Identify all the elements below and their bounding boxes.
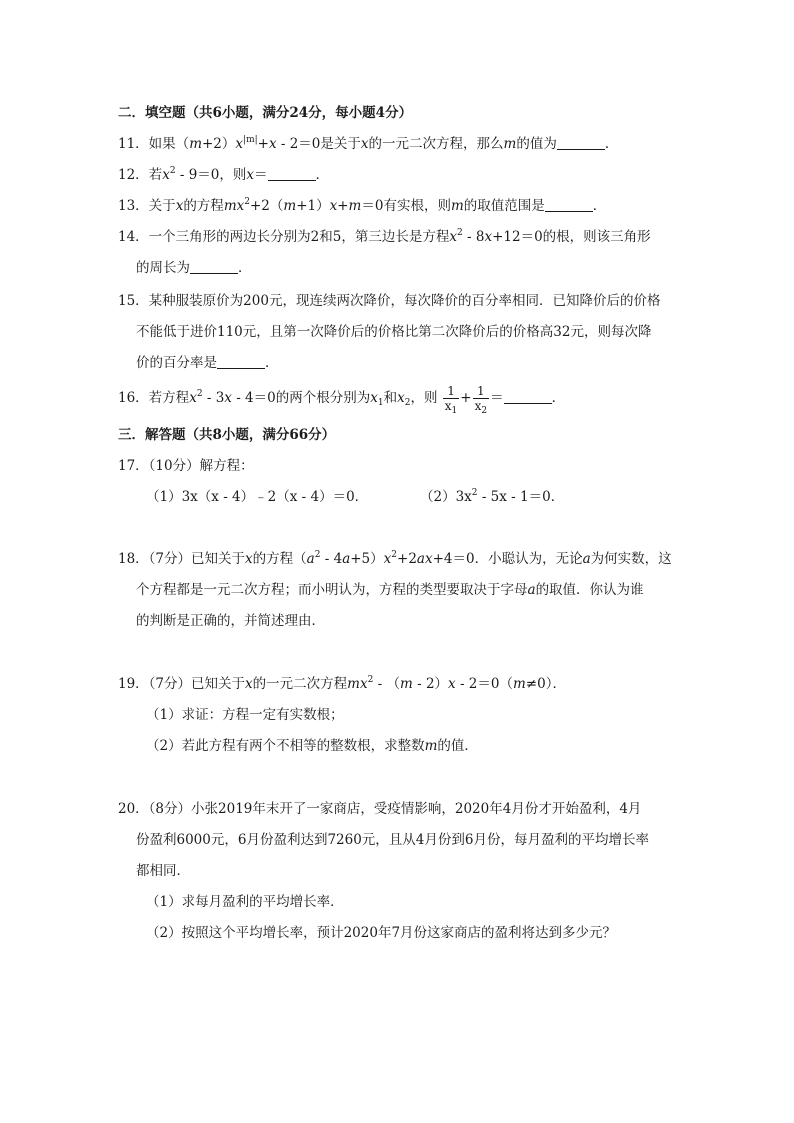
question-20-line-2: 份盈利6000元，6月份盈利达到7260元，且从4月份到6月份，每月盈利的平均增长率 [136,832,649,848]
question-19-part-1: （1）求证：方程一定有实数根； [146,707,344,723]
question-18-line-1: 18．（7分）已知关于x的方程$(a^2 - 4a+5)x^2+2ax+4=0$．小聪认为，无论a为何实数，这 [118,550,672,567]
question-18-line-2: 个方程都是一元二次方程；而小明认为，方程的类型要取决于字母a的取值．你认为谁 [136,582,644,598]
question-11: 11．如果$(m+2)x^{|m|}+x - 2=0$是关于x的一元二次方程，那么m的值为 ． [118,135,619,152]
question-16: 16．若方程$x^2 - 3x - 4=0$的两个根分别为$x_1$和$x_2$，则 $\frac{1}{x_1}$ + $\frac{1}{x_2}$ ＝ ． [118,384,566,416]
question-14-line-1: 14．一个三角形的两边长分别为2和5，第三边长是方程$x^2 - 8x+12=0$的根，则该三角形 [118,228,651,245]
answer-blank[interactable] [190,260,238,274]
question-17-title: 17．（10分）解方程： [118,458,254,474]
question-20-line-3: 都相同． [136,863,190,879]
answer-blank[interactable] [504,390,552,404]
question-20-part-2: （2）按照这个平均增长率，预计2020年7月份这家商店的盈利将达到多少元？ [146,925,617,941]
question-19-part-2: （2）若此方程有两个不相等的整数根，求整数m的值． [146,738,478,754]
question-17-part-2: $(2)3x^2 - 5x - 1=0$． [420,488,565,505]
question-13: 13．关于x的方程$mx^2+2(m+1)x+m=0$有实根，则m的取值范围是 ． [118,197,607,214]
section-2-heading: 二．填空题（共6小题，满分24分，每小题4分） [118,105,413,121]
question-15-line-1: 15．某种服装原价为200元，现连续两次降价，每次降价的百分率相同．已知降价后的价格 [118,293,661,309]
question-15-line-2: 不能低于进价110元，且第一次降价后的价格比第二次降价后的价格高32元，则每次降 [136,324,652,340]
question-17-part-1: （1）3x（x - 4）﹣2（x - 4）＝0． [146,489,369,505]
fraction-1-over-x2: $\frac{1}{x_2}$ [474,384,488,416]
question-20-line-1: 20．（8分）小张2019年末开了一家商店，受疫情影响，2020年4月份才开始盈利，4月 [118,801,642,817]
answer-blank[interactable] [557,136,605,150]
answer-blank[interactable] [268,167,316,181]
question-12: 12．若$x^2 - 9=0$，则x＝ ． [118,166,329,183]
question-18-line-3: 的判断是正确的，并简述理由． [136,613,325,629]
section-3-heading: 三．解答题（共8小题，满分66分） [118,427,336,443]
question-14-line-2: 的周长为 ． [136,260,252,276]
question-15-line-3: 价的百分率是 ． [136,355,279,371]
answer-blank[interactable] [217,355,265,369]
fraction-1-over-x1: $\frac{1}{x_1}$ [444,384,458,416]
question-20-part-1: （1）求每月盈利的平均增长率． [146,894,344,910]
question-19-line-1: 19．（7分）已知关于x的一元二次方程$mx^2 - (m - 2)x - 2=0(m\ne 0)$． [118,675,566,692]
answer-blank[interactable] [545,198,593,212]
